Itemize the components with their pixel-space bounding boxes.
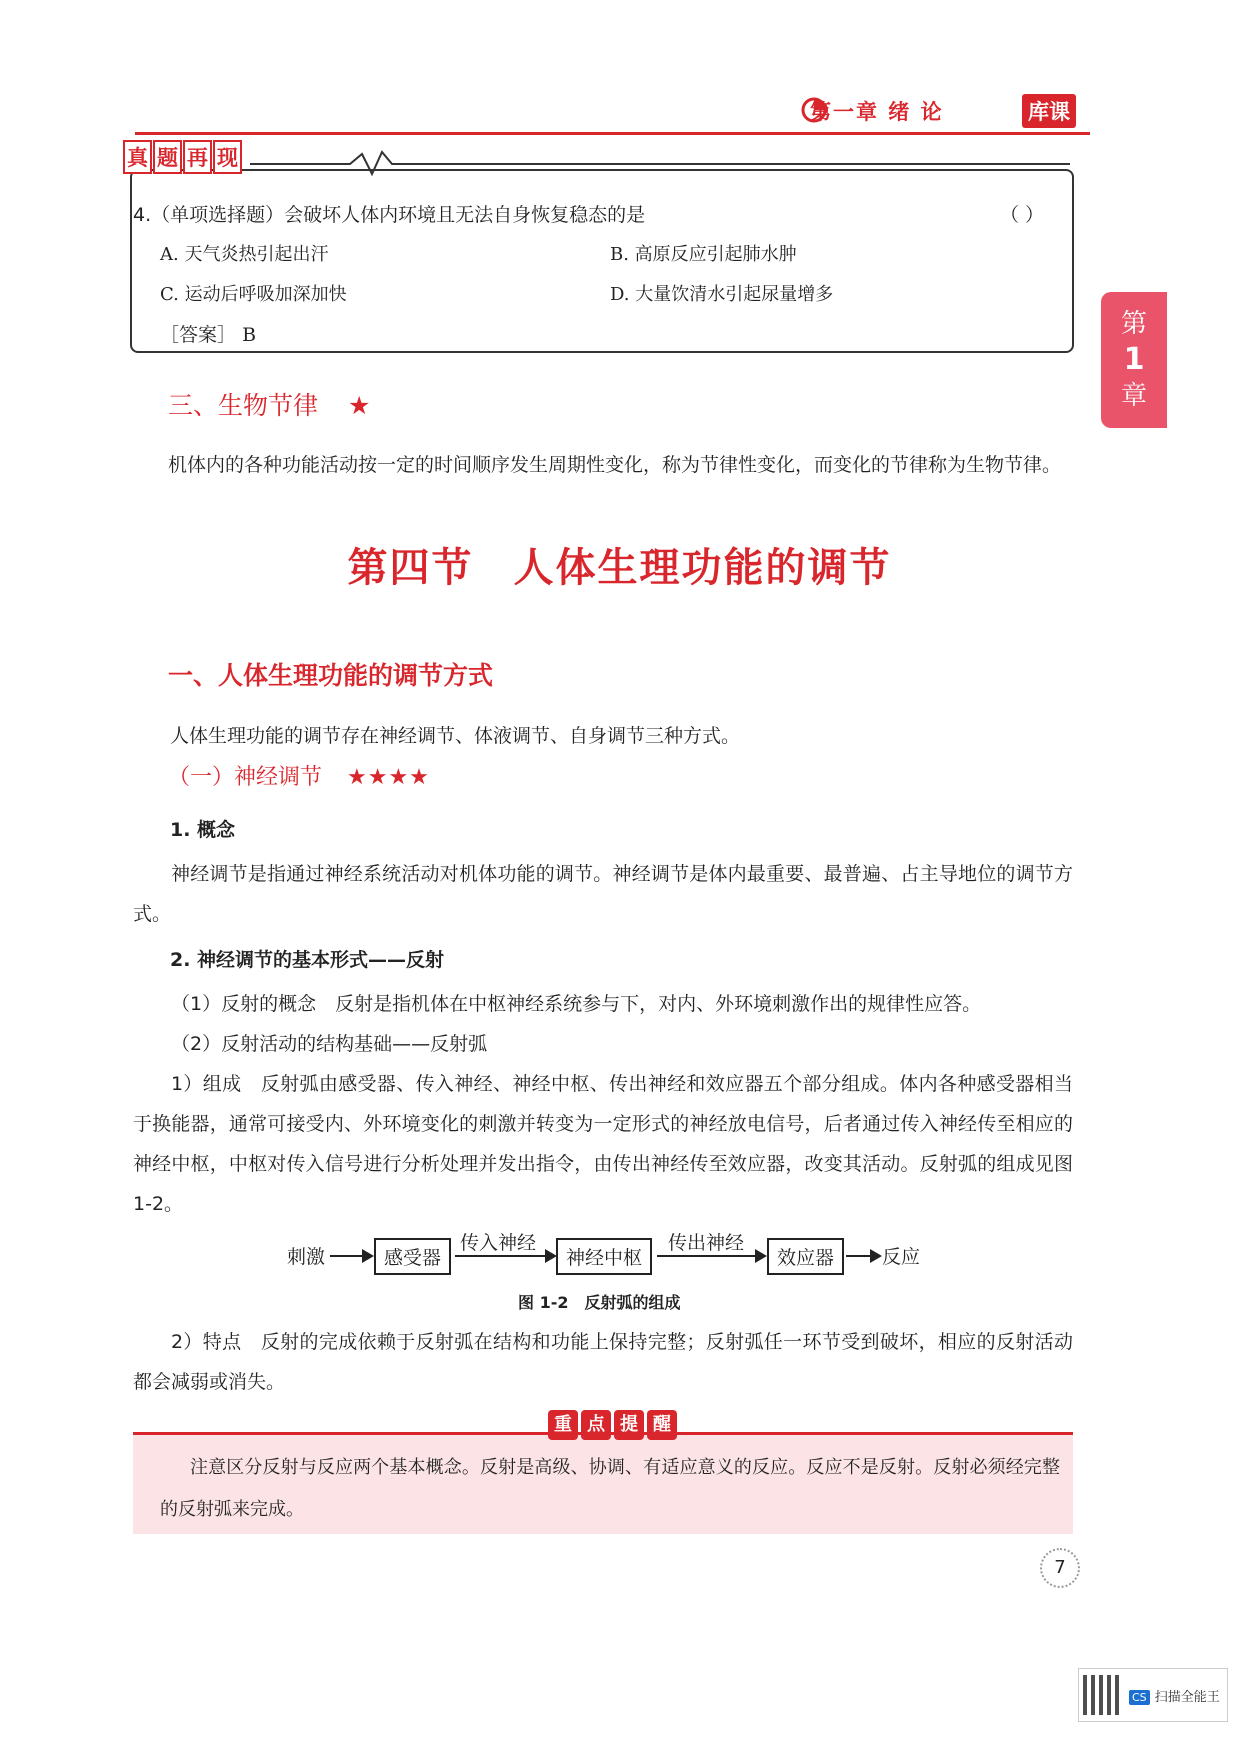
app-badge: CS (1129, 1690, 1150, 1705)
figure-caption: 图 1-2 反射弧的组成 (518, 1293, 681, 1312)
rating-stars: ★★★★ (347, 765, 430, 790)
subsection1-text: 人体生理功能的调节存在神经调节、体液调节、自身调节三种方式。 (170, 725, 741, 747)
option-c: C. 运动后呼吸加深加快 (160, 284, 347, 305)
question-text: 4.（单项选择题）会破坏人体内环境且无法自身恢复稳态的是 (133, 204, 646, 226)
arrow (657, 1255, 765, 1257)
section-title: 第四节 人体生理功能的调节 (347, 545, 892, 591)
answer-blank: （ ） (1000, 204, 1045, 226)
option-d: D. 大量饮清水引起尿量增多 (610, 284, 834, 305)
reflex-heading: 2. 神经调节的基本形式——反射 (170, 949, 445, 971)
arrow (455, 1255, 555, 1257)
diagram-efferent: 传出神经 (668, 1232, 745, 1254)
arrow (846, 1255, 880, 1257)
reflex-arc-heading: （2）反射活动的结构基础——反射弧 (171, 1033, 488, 1055)
subsection1-heading: 一、人体生理功能的调节方式 (168, 661, 494, 690)
neural-heading: （一）神经调节 ★★★★ (168, 765, 430, 790)
diagram-effector: 效应器 (767, 1238, 844, 1275)
rating-stars: ★ (347, 391, 371, 420)
reflex-concept: （1）反射的概念 反射是指机体在中枢神经系统参与下，对内、外环境刺激作出的规律性应答。 (171, 993, 982, 1015)
chapter-title: 第一章 绪 论 (810, 100, 944, 124)
section3-heading: 三、生物节律 ★ (168, 391, 371, 420)
section3-text: 机体内的各种功能活动按一定的时间顺序发生周期性变化，称为节律性变化，而变化的节律称为生物节律。 (168, 454, 1062, 476)
header-divider (135, 132, 1090, 135)
diagram-response: 反应 (882, 1246, 921, 1268)
answer-line: ［答案］ B (160, 324, 257, 346)
concept-text: 神经调节是指通过神经系统活动对机体功能的调节。神经调节是体内最重要、最普遍、占主导地位的调节方式。 (133, 863, 1073, 925)
diagram-center: 神经中枢 (556, 1238, 652, 1275)
arrow (330, 1255, 372, 1257)
reminder-title: 重 点 提 醒 (548, 1410, 677, 1440)
diagram-afferent: 传入神经 (460, 1232, 537, 1254)
scanner-watermark (1078, 1668, 1228, 1722)
app-name: 扫描全能王 (1154, 1689, 1220, 1705)
diagram-stimulus: 刺激 (287, 1246, 326, 1268)
option-a: A. 天气炎热引起出汗 (160, 244, 329, 265)
diagram-receptor: 感受器 (374, 1238, 451, 1275)
reflex-composition: 1）组成 反射弧由感受器、传入神经、神经中枢、传出神经和效应器五个部分组成。体内各种感受器相当于换能器，通常可接受内、外环境变化的刺激并转变为一定形式的神经放电信号，后者通过传入神经传至相应的神经中枢，中枢对传入信号进行分析处理并发出指令，由传出神经传至效应器，改变其活动。反射弧的组成见图 1-2。 (133, 1073, 1073, 1215)
chapter-side-tab: 第 1 章 (1101, 292, 1167, 428)
brand-logo: 库课 (1022, 94, 1076, 128)
option-b: B. 高原反应引起肺水肿 (610, 244, 797, 265)
exam-section-title: 真 题 再 现 (123, 140, 243, 174)
heartbeat-line (250, 150, 1070, 176)
reflex-features: 2）特点 反射的完成依赖于反射弧在结构和功能上保持完整；反射弧任一环节受到破坏，相应的反射活动都会减弱或消失。 (133, 1331, 1073, 1393)
reminder-text: 注意区分反射与反应两个基本概念。反射是高级、协调、有适应意义的反应。反应不是反射。反射必须经完整的反射弧来完成。 (160, 1457, 1060, 1520)
qr-code-icon (1083, 1675, 1123, 1715)
page-number: 7 (1040, 1548, 1080, 1588)
concept-heading: 1. 概念 (170, 819, 236, 841)
